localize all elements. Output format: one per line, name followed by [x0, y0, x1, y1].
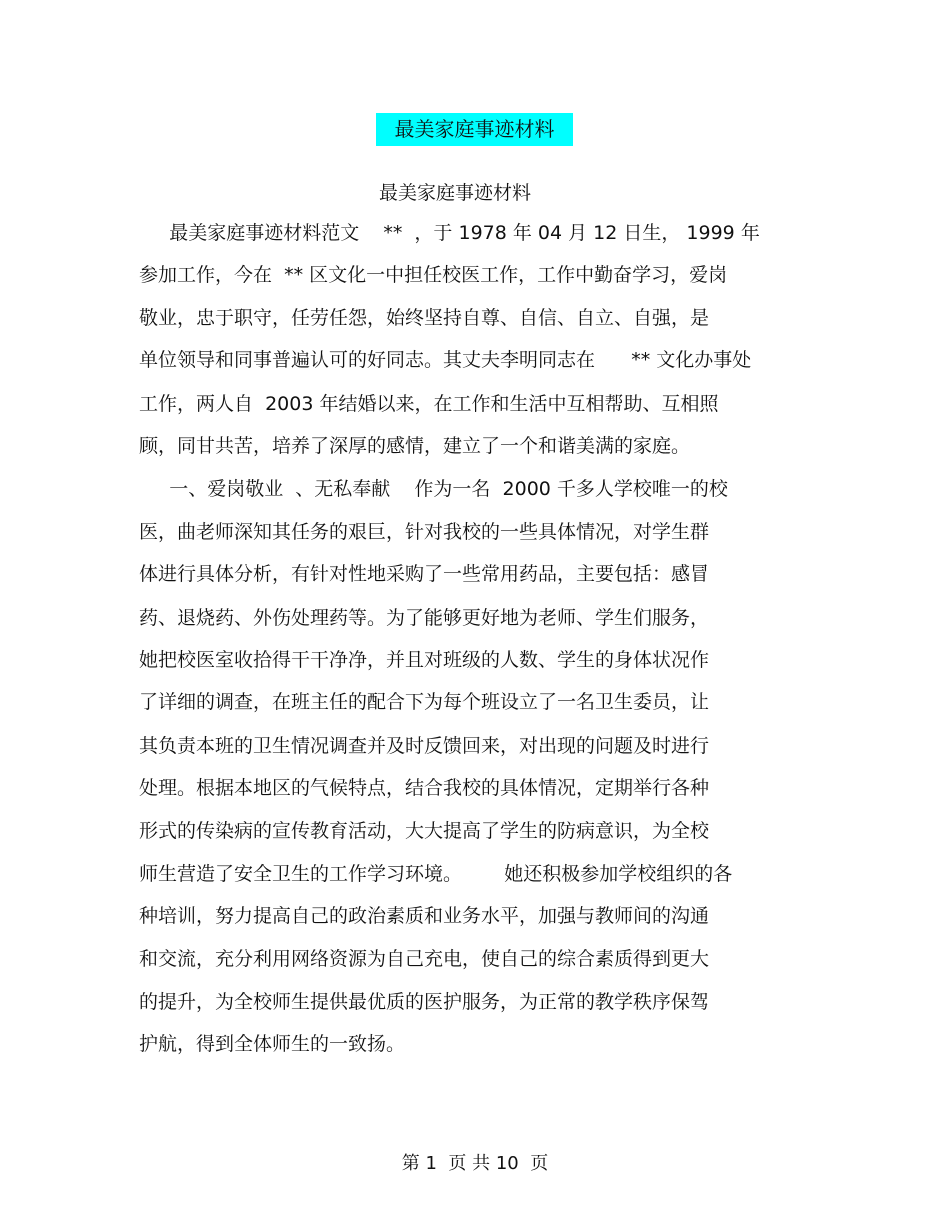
document-subtitle: 最美家庭事迹材料	[378, 182, 531, 204]
body-line: 其负责本班的卫生情况调查并及时反馈回来，对出现的问题及时进行	[139, 735, 710, 757]
body-line: 体进行具体分析，有针对性地采购了一些常用药品，主要包括：感冒	[139, 563, 710, 585]
body-line: 药、退烧药、外伤处理药等。为了能够更好地为老师、学生们服务，	[139, 607, 710, 629]
body-line: 了详细的调查，在班主任的配合下为每个班设立了一名卫生委员，让	[139, 691, 710, 713]
body-line: 种培训，努力提高自己的政治素质和业务水平，加强与教师间的沟通	[139, 905, 710, 927]
document-title: 最美家庭事迹材料	[376, 113, 573, 146]
body-line: 工作，两人自 2003 年结婚以来，在工作和生活中互相帮助、互相照	[139, 393, 719, 415]
body-line: 处理。根据本地区的气候特点，结合我校的具体情况，定期举行各种	[139, 777, 710, 799]
page-number: 第 1 页 共 10 页	[401, 1153, 549, 1174]
body-line: 敬业，忠于职守，任劳任怨，始终坚持自尊、自信、自立、自强，是	[139, 307, 710, 329]
body-line: 最美家庭事迹材料范文 ** ，于 1978 年 04 月 12 日生， 1999 年	[139, 222, 760, 244]
body-line: 顾，同甘共苦，培养了深厚的感情，建立了一个和谐美满的家庭。	[139, 435, 691, 457]
body-line: 和交流，充分利用网络资源为自己充电，使自己的综合素质得到更大	[139, 948, 710, 970]
body-line: 形式的传染病的宣传教育活动，大大提高了学生的防病意识，为全校	[139, 820, 710, 842]
body-line: 医，曲老师深知其任务的艰巨，针对我校的一些具体情况，对学生群	[139, 521, 710, 543]
body-line: 师生营造了安全卫生的工作学习环境。 她还积极参加学校组织的各	[139, 863, 733, 885]
body-line: 护航，得到全体师生的一致扬。	[139, 1033, 406, 1055]
body-line: 参加工作，今在 ** 区文化一中担任校医工作，工作中勤奋学习，爱岗	[139, 264, 728, 286]
body-line: 的提升，为全校师生提供最优质的医护服务，为正常的教学秩序保驾	[139, 991, 710, 1013]
body-line: 单位领导和同事普遍认可的好同志。其丈夫李明同志在 ** 文化办事处	[139, 349, 752, 371]
body-line: 她把校医室收拾得干干净净，并且对班级的人数、学生的身体状况作	[139, 649, 710, 671]
body-line: 一、爱岗敬业 、无私奉献 作为一名 2000 千多人学校唯一的校	[139, 478, 728, 500]
